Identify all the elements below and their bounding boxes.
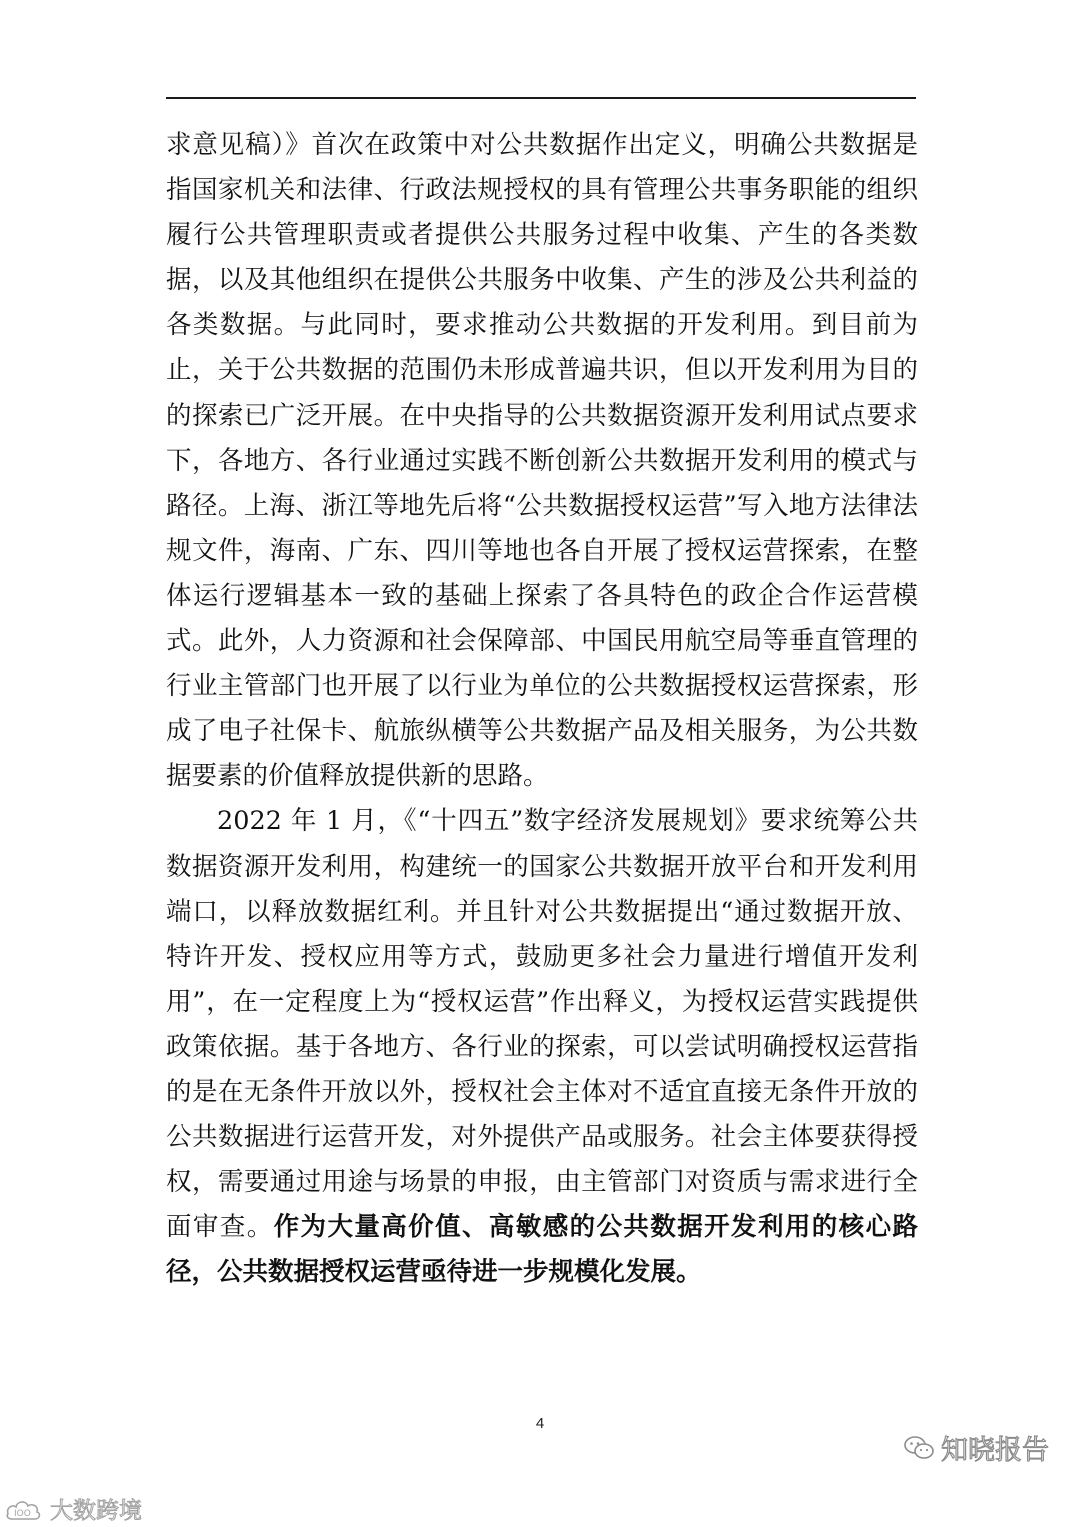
page-number: 4 — [535, 1415, 545, 1432]
paragraph-2 — [166, 799, 918, 1295]
document-body — [166, 123, 918, 1295]
paragraph-1 — [166, 123, 918, 799]
wechat-icon — [903, 1434, 935, 1462]
watermark-left-text: 大数跨境 — [50, 1498, 142, 1524]
watermark-left — [4, 1492, 142, 1525]
svg-text:IOO: IOO — [14, 1508, 31, 1519]
watermark-right — [903, 1428, 1049, 1467]
cloud-logo-icon — [4, 1496, 44, 1522]
paragraph-2-bold-conclusion: 作为大量高价值、高敏感的公共数据开发利用的核心路径，公共数据授权运营亟待进一步规模化发展。 — [166, 1212, 918, 1288]
paragraph-2-text: 2022 年 1 月，《“十四五”数字经济发展规划》要求统筹公共数据资源开发利用，构建统一的国家公共数据开放平台和开发利用端口，以释放数据红利。并且针对公共数据提出“通过数据开放、特许开发、授权应用等方式，鼓励更多社会力量进行增值开发利用”，在一定程度上为“授权运营”作出释义，为授权运营实践提供政策依据。基于各地方、各行业的探索，可以尝试明确授权运营指的是在无条件开放以外，授权社会主体对不适宜直接无条件开放的公共数据进行运营开发，对外提供产品或服务。社会主体要获得授权，需要通过用途与场景的申报，由主管部门对资质与需求进行全面审查。 — [166, 806, 918, 1243]
header-rule — [166, 97, 916, 99]
watermark-right-text: 知晓报告 — [941, 1435, 1049, 1466]
paragraph-1-text: 求意见稿）》首次在政策中对公共数据作出定义，明确公共数据是指国家机关和法律、行政法规授权的具有管理公共事务职能的组织履行公共管理职责或者提供公共服务过程中收集、产生的各类数据，以及其他组织在提供公共服务中收集、产生的涉及公共利益的各类数据。与此同时，要求推动公共数据的开发利用。到目前为止，关于公共数据的范围仍未形成普遍共识，但以开发利用为目的的探索已广泛开展。在中央指导的公共数据资源开发利用试点要求下，各地方、各行业通过实践不断创新公共数据开发利用的模式与路径。上海、浙江等地先后将“公共数据授权运营”写入地方法律法规文件，海南、广东、四川等地也各自开展了授权运营探索，在整体运行逻辑基本一致的基础上探索了各具特色的政企合作运营模式。此外，人力资源和社会保障部、中国民用航空局等垂直管理的行业主管部门也开展了以行业为单位的公共数据授权运营探索，形成了电子社保卡、航旅纵横等公共数据产品及相关服务，为公共数据要素的价值释放提供新的思路。 — [166, 130, 918, 792]
